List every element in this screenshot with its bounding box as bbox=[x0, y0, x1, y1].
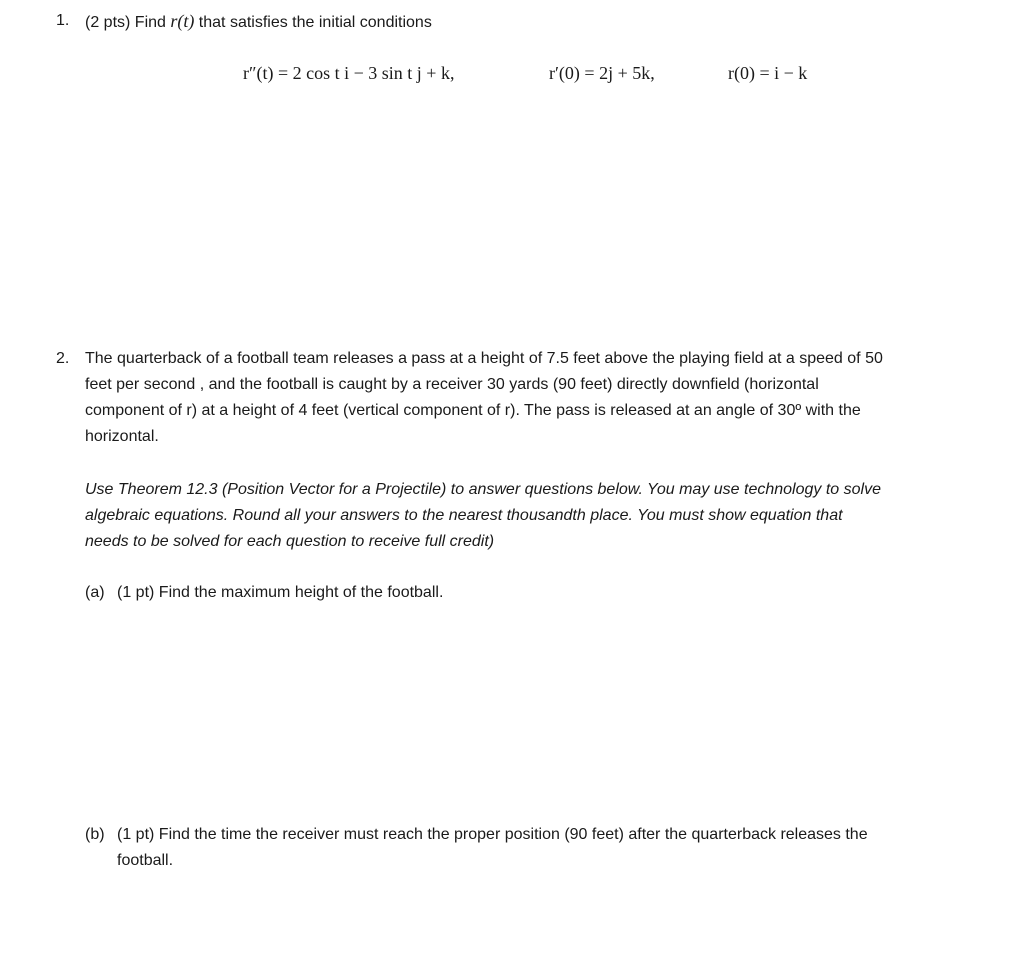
q1-equation-initial-velocity: r′(0) = 2j + 5k, bbox=[549, 63, 655, 83]
q2-line-3: component of r) at a height of 4 feet (vertical component of r). The pass is released at an angle of 30º with the bbox=[85, 402, 861, 419]
q1-suffix: that satisfies the initial conditions bbox=[194, 14, 432, 31]
q2-line-4: horizontal. bbox=[85, 428, 159, 445]
q1-number: 1. bbox=[56, 12, 70, 29]
q2b-text bbox=[117, 822, 1007, 874]
q2-line-1: The quarterback of a football team releases a pass at a height of 7.5 feet above the playing field at a speed of 50 bbox=[85, 350, 883, 367]
q2-note-2: algebraic equations. Round all your answers to the nearest thousandth place. You must show equation that bbox=[85, 507, 843, 524]
q2-statement bbox=[85, 346, 1005, 450]
q1-prompt bbox=[85, 8, 432, 36]
q1-equation-second-derivative: r″(t) = 2 cos t i − 3 sin t j + k, bbox=[243, 63, 455, 83]
q2b-label: (b) bbox=[85, 826, 105, 843]
q1-prefix: (2 pts) Find bbox=[85, 14, 171, 31]
q2-number: 2. bbox=[56, 350, 70, 367]
q2-note-1: Use Theorem 12.3 (Position Vector for a Projectile) to answer questions below. You may use technology to solve bbox=[85, 481, 881, 498]
q2-line-2: feet per second , and the football is caught by a receiver 30 yards (90 feet) directly downfield (horizontal bbox=[85, 376, 819, 393]
q2-note-3: needs to be solved for each question to receive full credit) bbox=[85, 533, 495, 550]
q1-equation-initial-position: r(0) = i − k bbox=[728, 63, 808, 83]
q2b-line-1: (1 pt) Find the time the receiver must reach the proper position (90 feet) after the quarterback releases the bbox=[117, 826, 868, 843]
q2-instructions bbox=[85, 477, 1005, 555]
q2a-text: (1 pt) Find the maximum height of the football. bbox=[117, 584, 444, 601]
q2b-line-2: football. bbox=[117, 852, 174, 869]
q1-func: r(t) bbox=[170, 11, 195, 31]
q2a-label: (a) bbox=[85, 584, 105, 601]
